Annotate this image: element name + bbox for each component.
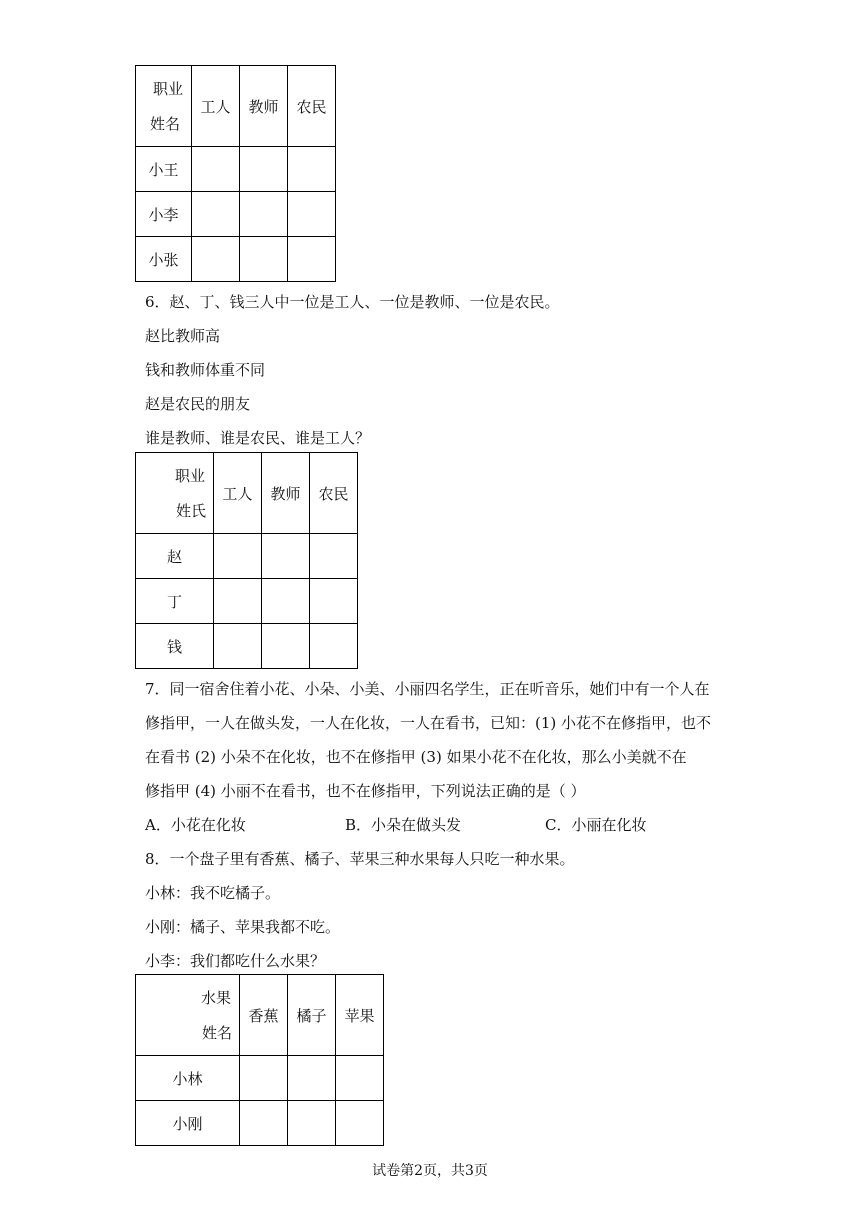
column-header: 教师 <box>262 453 310 534</box>
q7-line: 在看书 (2) 小朵不在化妆，也不在修指甲 (3) 如果小花不在化妆，那么小美就不在 <box>145 748 687 766</box>
q8-line: 小林：我不吃橘子。 <box>145 884 281 902</box>
header-top-label: 职业 <box>174 467 205 485</box>
answer-cell[interactable] <box>288 237 336 282</box>
answer-cell[interactable] <box>288 192 336 237</box>
row-header: 小李 <box>136 192 192 237</box>
q8-line: 小李：我们都吃什么水果？ <box>145 952 326 970</box>
answer-cell[interactable] <box>262 534 310 579</box>
q6-line: 赵比教师高 <box>145 327 221 345</box>
column-header: 橘子 <box>288 975 336 1056</box>
answer-cell[interactable] <box>214 534 262 579</box>
q7-option-b[interactable]: B．小朵在做头发 <box>345 816 462 834</box>
q7-line: 修指甲，一人在做头发，一人在化妆，一人在看书，已知：(1) 小花不在修指甲，也不 <box>145 714 712 732</box>
answer-cell[interactable] <box>262 579 310 624</box>
answer-cell[interactable] <box>214 579 262 624</box>
answer-cell[interactable] <box>240 1056 288 1101</box>
table-row <box>136 147 336 192</box>
column-header: 工人 <box>192 66 240 147</box>
header-bottom-label: 姓氏 <box>176 502 207 520</box>
answer-cell[interactable] <box>192 237 240 282</box>
q8-title: 8．一个盘子里有香蕉、橘子、苹果三种水果每人只吃一种水果。 <box>145 850 575 868</box>
answer-cell[interactable] <box>288 1056 336 1101</box>
q6-title: 6．赵、丁、钱三人中一位是工人、一位是教师、一位是农民。 <box>145 293 560 311</box>
table-row <box>136 192 336 237</box>
q6-line: 钱和教师体重不同 <box>145 361 266 379</box>
table-fruit <box>135 974 384 1146</box>
q7-line: 修指甲 (4) 小丽不在看书，也不在修指甲，下列说法正确的是（ ） <box>145 782 586 800</box>
column-header: 农民 <box>288 66 336 147</box>
page-footer: 试卷第2页，共3页 <box>372 1163 488 1179</box>
column-header: 农民 <box>310 453 358 534</box>
table-row <box>136 534 358 579</box>
row-header: 丁 <box>136 579 214 624</box>
table-row <box>136 237 336 282</box>
q6-line: 谁是教师、谁是农民、谁是工人？ <box>145 429 371 447</box>
row-header: 赵 <box>136 534 214 579</box>
row-header: 小王 <box>136 147 192 192</box>
q7-option-a[interactable]: A．小花在化妆 <box>145 816 246 834</box>
answer-cell[interactable] <box>240 147 288 192</box>
answer-cell[interactable] <box>240 1101 288 1146</box>
table-row <box>136 1056 384 1101</box>
header-bottom-label: 姓名 <box>150 115 181 133</box>
column-header: 工人 <box>214 453 262 534</box>
row-header: 小林 <box>136 1056 240 1101</box>
row-header: 小刚 <box>136 1101 240 1146</box>
answer-cell[interactable] <box>310 624 358 669</box>
table-row <box>136 624 358 669</box>
answer-cell[interactable] <box>310 579 358 624</box>
answer-cell[interactable] <box>288 1101 336 1146</box>
answer-cell[interactable] <box>214 624 262 669</box>
q8-line: 小刚：橘子、苹果我都不吃。 <box>145 918 341 936</box>
table-row <box>136 1101 384 1146</box>
table-occupation-2 <box>135 452 358 669</box>
answer-cell[interactable] <box>192 147 240 192</box>
answer-cell[interactable] <box>288 147 336 192</box>
q7-line: 7．同一宿舍住着小花、小朵、小美、小丽四名学生，正在听音乐，她们中有一个人在 <box>145 680 710 698</box>
answer-cell[interactable] <box>262 624 310 669</box>
table-header-diagonal <box>136 975 240 1056</box>
header-top-label: 职业 <box>152 80 183 98</box>
header-top-label: 水果 <box>200 989 231 1007</box>
table-header-diagonal <box>136 453 214 534</box>
answer-cell[interactable] <box>336 1101 384 1146</box>
header-bottom-label: 姓名 <box>202 1024 233 1042</box>
answer-cell[interactable] <box>240 192 288 237</box>
table-header-diagonal <box>136 66 192 147</box>
answer-cell[interactable] <box>240 237 288 282</box>
answer-cell[interactable] <box>192 192 240 237</box>
table-occupation-1 <box>135 65 336 282</box>
column-header: 香蕉 <box>240 975 288 1056</box>
answer-cell[interactable] <box>310 534 358 579</box>
q6-line: 赵是农民的朋友 <box>145 395 251 413</box>
column-header: 苹果 <box>336 975 384 1056</box>
row-header: 钱 <box>136 624 214 669</box>
table-row <box>136 579 358 624</box>
column-header: 教师 <box>240 66 288 147</box>
answer-cell[interactable] <box>336 1056 384 1101</box>
q7-option-c[interactable]: C．小丽在化妆 <box>545 816 647 834</box>
row-header: 小张 <box>136 237 192 282</box>
